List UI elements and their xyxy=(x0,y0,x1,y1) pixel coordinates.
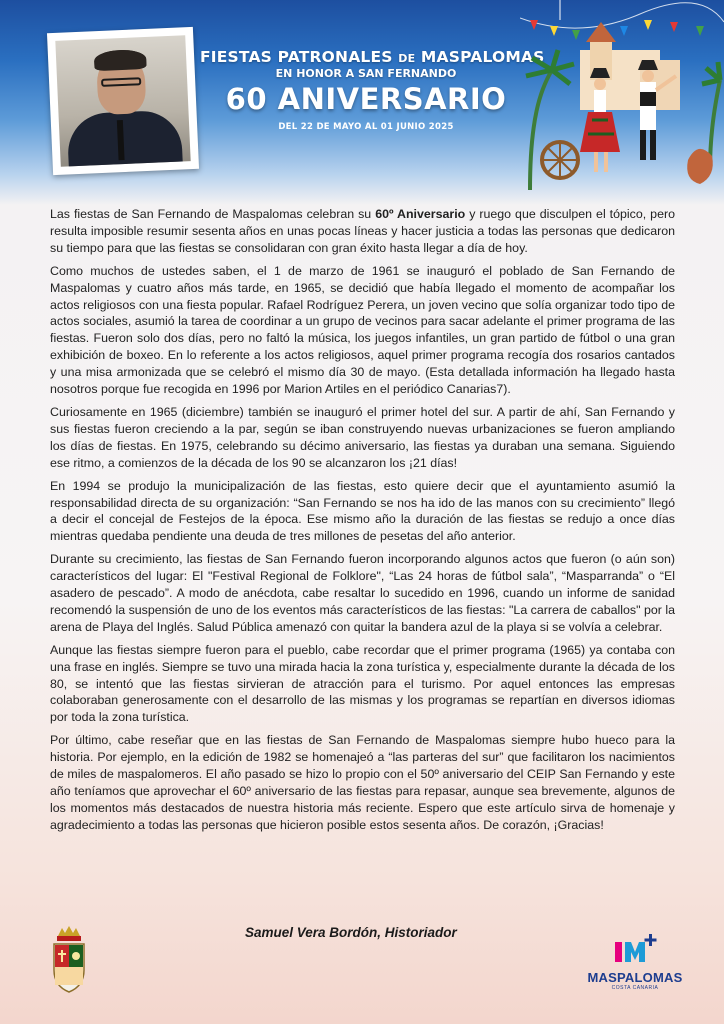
article-paragraph: En 1994 se produjo la municipalización de las fiestas, esto quiere decir que el ayuntamiento asumió la responsabilidad directa de su organización: “San Fernando se nos ha ido de las manos con su crecimiento” llegó a decir el concejal de Festejos de la época. Ese mismo año la duración de las fiestas se redujo a once días mientras quedaba pendiente una deuda de tres millones de pesetas del año anterior. xyxy=(50,478,675,544)
article-body xyxy=(50,206,675,840)
brand-name: MASPALOMAS xyxy=(587,970,683,985)
folk-dancers-illustration xyxy=(520,0,724,195)
article-paragraph: Durante su crecimiento, las fiestas de San Fernando fueron incorporando algunos actos que fueron (o aún son) característicos del lugar: El "Festival Regional de Folklore", “Las 24 horas de fútbol sala”, “Masparranda” o “El asadero de pescado”. A modo de anécdota, cabe resaltar lo sucedido en 1996, cuando un informe de sanidad recomendó la suspensión de uno de los eventos más característicos de las fiestas: "La carrera de caballos" por la arena de Playa del Inglés. Salud Pública amenazó con quitar la bandera azul de la playa si se volvía a celebrar. xyxy=(50,552,675,634)
municipal-coat-of-arms-icon xyxy=(48,922,90,994)
author-signature: Samuel Vera Bordón, Historiador xyxy=(245,925,457,940)
festival-title-block xyxy=(200,48,545,132)
article-paragraph: Curiosamente en 1965 (diciembre) también se inauguró el primer hotel del sur. A partir de ahí, San Fernando y sus fiestas fueron creciendo a la par, según se iban construyendo nuevas urbanizaciones se fueron ampliando los días de fiestas. En 1975, celebrando su décimo aniversario, las fiestas ya duraban una semana. Siguiendo ese ritmo, a comienzos de la década de los 90 se alcanzaron los ¡21 días! xyxy=(50,404,675,470)
header-banner xyxy=(0,0,724,205)
maspalomas-logo-icon xyxy=(613,932,657,964)
festival-title: FIESTAS PATRONALES DE MASPALOMAS xyxy=(200,48,545,66)
author-photo xyxy=(55,35,190,167)
author-photo-frame xyxy=(47,27,199,175)
maspalomas-brand-logo xyxy=(585,932,685,991)
article-paragraph: Las fiestas de San Fernando de Maspalomas celebran su 60º Aniversario y ruego que disculpen el tópico, pero resulta imposible resumir sesenta años en unas pocas líneas y hacer justicia a todas las personas que dedicaron su tiempo para que las fiestas se consolidaran con gran éxito hasta llegar a día de hoy. xyxy=(50,207,675,255)
anniversary-heading: 60 ANIVERSARIO xyxy=(225,82,507,116)
anniversary-highlight: 60º Aniversario xyxy=(375,207,466,221)
brand-subtitle: COSTA CANARIA xyxy=(611,985,659,991)
article-paragraph: Como muchos de ustedes saben, el 1 de marzo de 1961 se inauguró el poblado de San Fernando de Maspalomas y cuatro años más tarde, en 1965, se decidió que había llegado el momento de acompañar los actos religiosos con una fiesta popular. Rafael Rodríguez Perera, un joven vecino que solía organizar todo tipo de actos sociales, asumió la tarea de coordinar a un grupo de vecinos para sacar adelante el primer programa de las fiestas. Fueron solo dos días, pero no faltó la música, los juegos infantiles, un gran partido de fútbol o una gran exhibición de boxeo. En lo referente a los actos religiosos, aquel primer programa recogía dos rosarios cantados y una misa armonizada que se celebró el mismo día 30 de mayo. (Esta detallada información ha llegado hasta nosotros porque fue recogida en 1996 por Marion Artiles en el periódico Canarias7). xyxy=(50,263,675,397)
article-paragraph: Aunque las fiestas siempre fueron para el pueblo, cabe recordar que el primer programa (1965) ya contaba con una frase en inglés. Siempre se tuvo una mirada hacia la zona turística y, especialmente durante la década de los 80, se intentó que las fiestas sirvieran de atracción para el turismo. Por aquel entonces las empresas colaboraban generosamente con el desarrollo de las mismas y los programas se repartían en diversos idiomas por toda la zona turística. xyxy=(50,642,675,725)
festival-dates: DEL 22 DE MAYO AL 01 JUNIO 2025 xyxy=(278,122,454,132)
article-paragraph: Por último, cabe reseñar que en las fiestas de San Fernando de Maspalomas siempre hubo hueco para la historia. Por ejemplo, en la edición de 1982 se homenajeó a “las parteras del sur” que facilitaron los nacimientos de miles de maspalomeros. El año pasado se hizo lo propio con el 50º aniversario del CEIP San Fernando y este año teníamos que aprovechar el 60º aniversario de las fiestas para repasar, aunque sea brevemente, algunos de los momentos más destacados de nuestra historia más reciente. Espero que este artículo sirva de homenaje y agradecimiento a todas las personas que hicieron posible estos sesenta años. De corazón, ¡Gracias! xyxy=(50,733,675,832)
festival-subtitle: EN HONOR A SAN FERNANDO xyxy=(275,67,457,80)
